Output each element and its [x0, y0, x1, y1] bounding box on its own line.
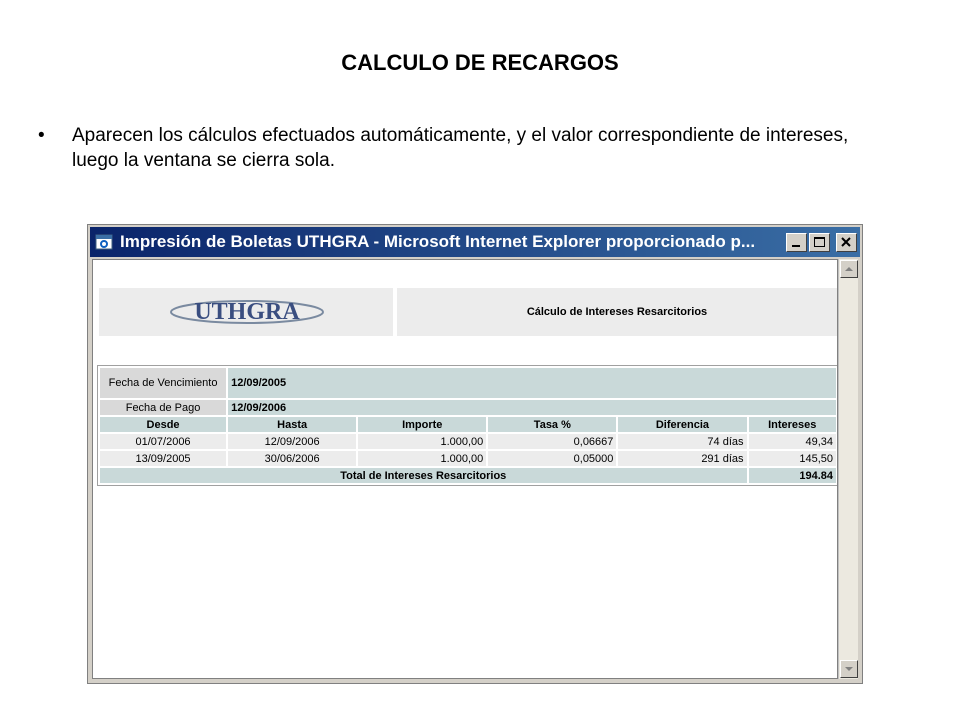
page-header: [99, 288, 837, 336]
total-row: [100, 468, 836, 483]
intereses-cell: 49,34: [749, 434, 836, 449]
scroll-down-button[interactable]: [840, 660, 858, 678]
browser-window: [87, 224, 863, 684]
vertical-scrollbar[interactable]: [838, 259, 858, 679]
window-titlebar[interactable]: [90, 227, 860, 257]
minimize-icon: [787, 234, 806, 251]
total-label: Total de Intereses Resarcitorios: [100, 468, 747, 483]
importe-cell: 1.000,00: [358, 451, 486, 466]
uthgra-logo: [167, 294, 327, 330]
bullet-text: Aparecen los cálculos efectuados automáticamente, y el valor correspondiente de intereses, luego la ventana se cierra sola.: [72, 125, 849, 171]
desde-cell: 13/09/2005: [100, 451, 226, 466]
importe-cell: 1.000,00: [358, 434, 486, 449]
fecha-vencimiento-value: 12/09/2005: [228, 368, 836, 398]
maximize-button[interactable]: [809, 233, 830, 252]
internet-explorer-icon: [95, 233, 113, 251]
fecha-vencimiento-row: [100, 368, 836, 398]
hasta-cell: 30/06/2006: [228, 451, 356, 466]
column-header: Tasa %: [488, 417, 616, 432]
page-content: [92, 259, 838, 679]
maximize-icon: [810, 234, 829, 251]
desde-cell: 01/07/2006: [100, 434, 226, 449]
hasta-cell: 12/09/2006: [228, 434, 356, 449]
fecha-vencimiento-label: Fecha de Vencimiento: [100, 368, 226, 398]
table-header-row: [100, 417, 836, 432]
diferencia-cell: 291 días: [618, 451, 746, 466]
tasa-cell: 0,05000: [488, 451, 616, 466]
minimize-button[interactable]: [786, 233, 807, 252]
arrow-up-icon: [841, 261, 857, 277]
fecha-pago-value: 12/09/2006: [228, 400, 836, 415]
table-row: [100, 434, 836, 449]
total-value: 194.84: [749, 468, 836, 483]
close-icon: [837, 234, 856, 251]
interest-table: [98, 366, 838, 485]
slide-title: CALCULO DE RECARGOS: [341, 50, 619, 75]
column-header: Importe: [358, 417, 486, 432]
logo-text: UTHGRA: [194, 299, 300, 325]
arrow-down-icon: [841, 661, 857, 677]
fecha-pago-label: Fecha de Pago: [100, 400, 226, 415]
close-button[interactable]: [836, 233, 857, 252]
intereses-cell: 145,50: [749, 451, 836, 466]
page-heading: Cálculo de Intereses Resarcitorios: [397, 288, 837, 336]
logo-cell: [99, 288, 393, 336]
window-title: Impresión de Boletas UTHGRA - Microsoft Internet Explorer proporcionado p...: [120, 232, 756, 251]
scroll-up-button[interactable]: [840, 260, 858, 278]
table-row: [100, 451, 836, 466]
fecha-pago-row: [100, 400, 836, 415]
tasa-cell: 0,06667: [488, 434, 616, 449]
bullet-dot: •: [38, 125, 45, 146]
column-header: Desde: [100, 417, 226, 432]
column-header: Intereses: [749, 417, 836, 432]
column-header: Hasta: [228, 417, 356, 432]
column-header: Diferencia: [618, 417, 746, 432]
diferencia-cell: 74 días: [618, 434, 746, 449]
